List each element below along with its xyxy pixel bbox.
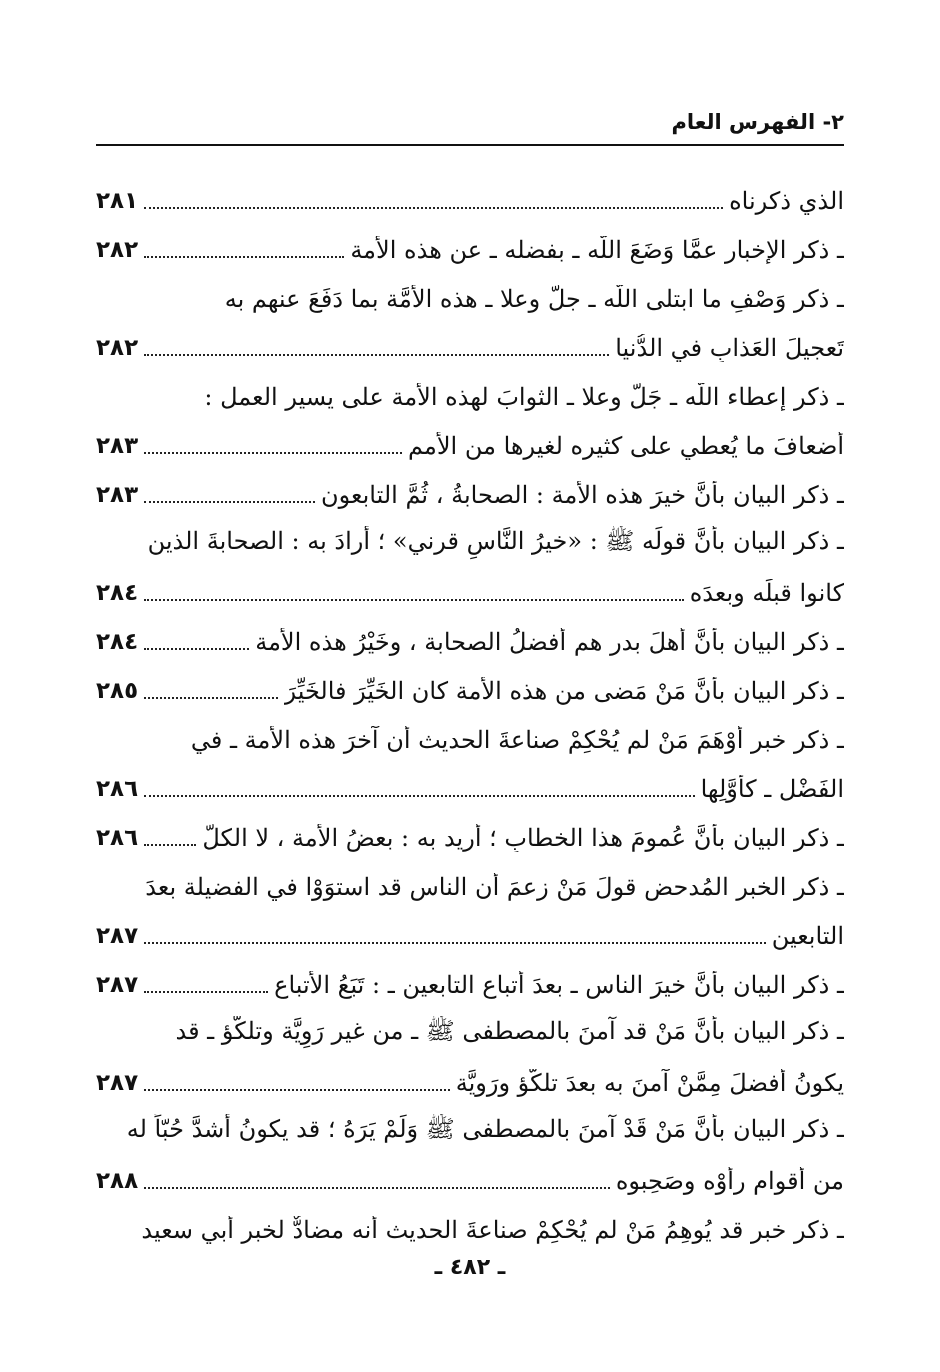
- index-line: [96, 176, 844, 225]
- entry-text: ـ ذكر وَصْفِ ما ابتلى اللّه ـ جلَّ وعلا ـ هذه الأمَّة بما دَفَعَ عنهم به: [224, 284, 844, 313]
- index-line: [96, 764, 844, 813]
- index-line: [96, 862, 844, 911]
- section-title: ٢- الفهرس العام: [671, 110, 844, 134]
- entry-text: ـ ذكر البيان بأنَّ أهلَ بدرٍ هم أفضلُ الصحابة ، وخَيْرُ هذه الأمة: [255, 627, 844, 656]
- index-line: [96, 1009, 844, 1058]
- entry-text: تَعجيلَ العَذابِ في الدُّنيا: [615, 333, 844, 362]
- entry-text: ـ ذكر إعطاء اللّه ـ جَلَّ وعلا ـ الثوابَ لهذه الأمة على يسير العمل :: [204, 382, 844, 411]
- index-line: [96, 372, 844, 421]
- page-ref: ٢٨٤: [96, 628, 139, 655]
- index-line: [96, 960, 844, 1009]
- page-ref: ٢٨٧: [96, 922, 139, 949]
- index-line: [96, 617, 844, 666]
- index-line: [96, 1156, 844, 1205]
- entry-text: ـ ذكر البيان بأنَّ مَنْ مَضى من هذه الأمة كان الخَيِّرَ فالخَيِّرَ: [284, 676, 844, 705]
- dot-leader: [144, 794, 694, 797]
- index-line: [96, 1205, 844, 1254]
- page-ref: ٢٨٥: [96, 677, 139, 704]
- index-line: [96, 715, 844, 764]
- page-ref: ٢٨٤: [96, 579, 139, 606]
- entry-text: من أقوام رأوْه وصَحِبوه: [615, 1166, 844, 1195]
- index-line: [96, 1058, 844, 1107]
- index-line: [96, 519, 844, 568]
- entry-text: كانوا قبلَه وبعدَه: [689, 578, 844, 607]
- dot-leader: [144, 696, 278, 699]
- dot-leader: [144, 255, 344, 258]
- page-ref: ٢٨٢: [96, 334, 139, 361]
- dot-leader: [144, 990, 268, 993]
- index-line: [96, 666, 844, 715]
- entry-text: ـ ذكر الخبرِ المُدحضِ قولَ مَنْ زعمَ أن الناس قد استوَوْا في الفضيلة بعدَ: [145, 872, 844, 901]
- index-entries: [96, 176, 844, 1254]
- entry-text: ـ ذكر خبرٍ قد يُوهِمُ مَنْ لم يُحْكِمْ صناعةَ الحديث أنه مضادٌّ لخبر أبي سعيد: [141, 1215, 844, 1244]
- dot-leader: [144, 353, 609, 356]
- index-line: [96, 225, 844, 274]
- page-header: [96, 104, 844, 146]
- dot-leader: [144, 941, 766, 944]
- page-ref: ٢٨١: [96, 187, 139, 214]
- index-line: [96, 813, 844, 862]
- entry-text: ـ ذكر البيان بأنَّ خيرَ هذه الأمة : الصحابةُ ، ثُمَّ التابعون: [321, 480, 844, 509]
- index-line: [96, 323, 844, 372]
- page-ref: ٢٨٨: [96, 1167, 139, 1194]
- index-line: [96, 911, 844, 960]
- entry-text: ـ ذكر البيان بأنَّ خيرَ الناس ـ بعدَ أتباع التابعين ـ : تَبَعُ الأتباع: [274, 970, 844, 999]
- page-number: ـ ٤٨٢ ـ: [434, 1255, 506, 1280]
- page-ref: ٢٨٦: [96, 775, 139, 802]
- entry-text: أضعافَ ما يُعطي على كثيره لغيرها من الأمم: [408, 431, 844, 460]
- entry-text: ـ ذكر الإخبار عمَّا وَضَعَ اللّه ـ بفضله ـ عن هذه الأمة: [350, 235, 844, 264]
- page-ref: ٢٨٢: [96, 236, 139, 263]
- page-ref: ٢٨٣: [96, 432, 139, 459]
- entry-text: ـ ذكر البيان بأنَّ مَنْ قد آمنَ بالمصطفى ﷺ ـ من غير رَوِيَّة وتلكُّؤ ـ قد: [175, 1017, 844, 1045]
- page-ref: ٢٨٧: [96, 971, 139, 998]
- entry-text: ـ ذكر البيان بأنَّ قولَه ﷺ : «خيرُ النَّاسِ قرني» ؛ أرادَ به : الصحابةَ الذين: [147, 527, 844, 555]
- entry-text: ـ ذكر البيان بأنَّ عُمومَ هذا الخطابِ ؛ أُريد به : بعضُ الأمة ، لا الكلّ: [202, 823, 844, 852]
- entry-text: يكونُ أفضلَ مِمَّنْ آمنَ به بعدَ تلكُّؤ ورَوِيَّة: [455, 1068, 844, 1097]
- index-line: [96, 274, 844, 323]
- page-ref: ٢٨٣: [96, 481, 139, 508]
- dot-leader: [144, 1088, 450, 1091]
- page-ref: ٢٨٧: [96, 1069, 139, 1096]
- entry-text: ـ ذكر البيان بأنَّ مَنْ قَدْ آمنَ بالمصطفى ﷺ وَلَمْ يَرَهُ ؛ قد يكونُ أشدَّ حُبّاً له: [126, 1115, 844, 1143]
- dot-leader: [144, 500, 315, 503]
- dot-leader: [144, 843, 196, 846]
- entry-text: ـ ذكر خبرٍ أَوْهَمَ مَنْ لم يُحْكِمْ صناعةَ الحديث أن آخرَ هذه الأمة ـ في: [190, 725, 844, 754]
- dot-leader: [144, 206, 723, 209]
- dot-leader: [144, 598, 684, 601]
- page-ref: ٢٨٦: [96, 824, 139, 851]
- entry-text: الذي ذكرناه: [729, 186, 844, 215]
- index-line: [96, 568, 844, 617]
- dot-leader: [144, 451, 402, 454]
- index-line: [96, 421, 844, 470]
- dot-leader: [144, 1186, 610, 1189]
- dot-leader: [144, 647, 249, 650]
- index-line: [96, 470, 844, 519]
- entry-text: التابعين: [771, 921, 844, 950]
- entry-text: الفَضْلِ ـ كأوَّلِها: [700, 774, 844, 803]
- index-line: [96, 1107, 844, 1156]
